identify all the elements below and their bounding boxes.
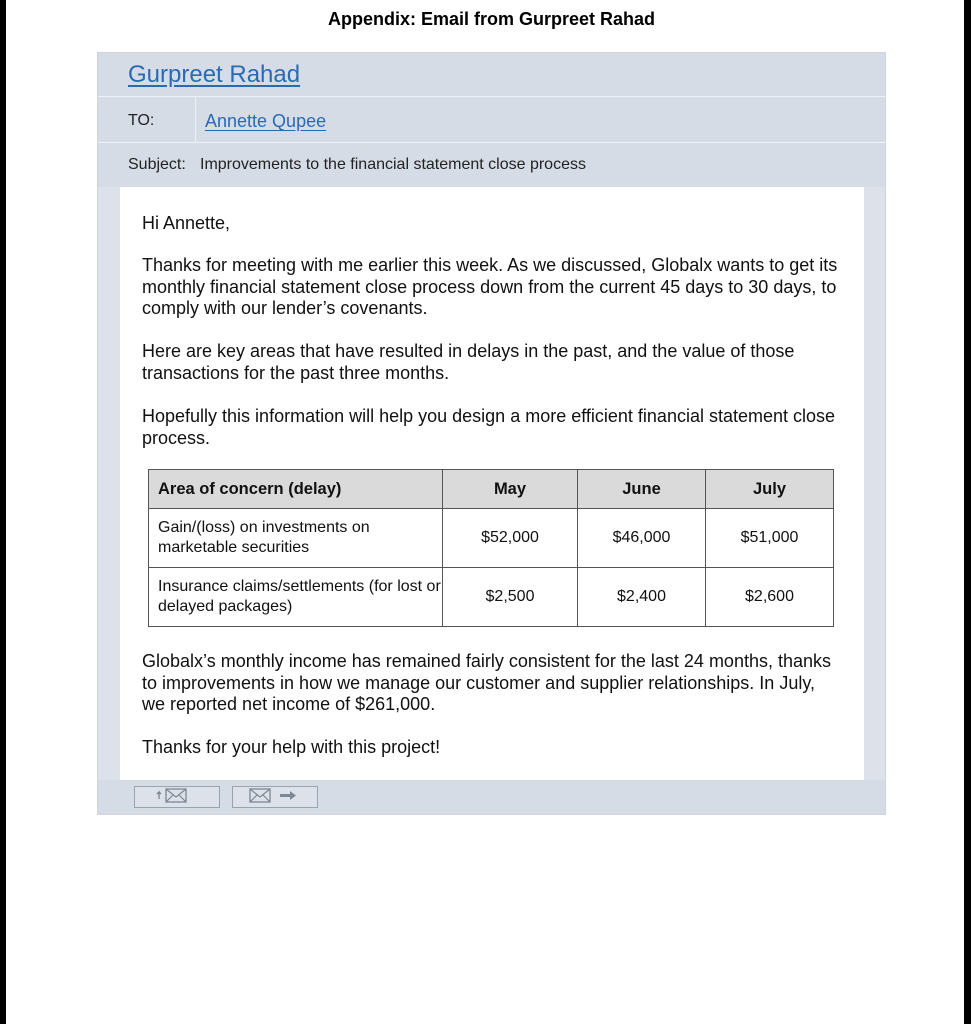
table-cell-value: $2,400	[578, 568, 706, 627]
recipient-link[interactable]: Annette Qupee	[205, 111, 327, 131]
column-header: May	[443, 470, 578, 509]
body-paragraph: Globalx’s monthly income has remained fairly consistent for the last 24 months, thanks to improvements in how we manage our customer and supplier relationships. In July, we reported net income of $261,000.	[142, 651, 832, 714]
body-paragraph: Thanks for meeting with me earlier this week. As we discussed, Globalx wants to get its monthly financial statement close process down from the current 45 days to 30 days, to comply with our lender’s covenants.	[142, 255, 838, 318]
body-paragraph: Here are key areas that have resulted in delays in the past, and the value of those transactions for the past three months.	[142, 341, 795, 383]
to-row	[98, 97, 885, 143]
reply-mail-icon	[155, 786, 199, 809]
body-paragraph: Hopefully this information will help you design a more efficient financial statement close process.	[142, 406, 836, 448]
subject-text: Improvements to the financial statement close process	[200, 156, 586, 173]
table-cell-value: $2,500	[443, 568, 578, 627]
table-cell-area: Gain/(loss) on investments on marketable securities	[149, 509, 443, 568]
greeting: Hi Annette,	[142, 213, 231, 233]
subject-label: Subject:	[128, 156, 186, 173]
email-window	[97, 52, 886, 815]
table-row	[149, 509, 834, 568]
forward-button[interactable]	[232, 786, 318, 808]
to-label: TO:	[128, 112, 155, 129]
table-cell-value: $46,000	[578, 509, 706, 568]
sender-row	[98, 53, 885, 97]
table-cell-value: $2,600	[706, 568, 834, 627]
closing-line: Thanks for your help with this project!	[142, 737, 441, 757]
column-header: Area of concern (delay)	[149, 470, 443, 509]
table-cell-value: $51,000	[706, 509, 834, 568]
concern-table	[148, 469, 834, 627]
table-cell-value: $52,000	[443, 509, 578, 568]
subject-row	[98, 143, 885, 187]
page-title: Appendix: Email from Gurpreet Rahad	[327, 9, 656, 29]
email-footer-bar	[98, 780, 885, 814]
table-row	[149, 568, 834, 627]
table-header-row	[149, 470, 834, 509]
table-cell-area: Insurance claims/settlements (for lost or delayed packages)	[149, 568, 443, 627]
email-body	[120, 187, 864, 780]
column-header: June	[578, 470, 706, 509]
to-divider	[195, 97, 196, 142]
document-page	[6, 0, 964, 1024]
forward-mail-icon	[244, 786, 306, 809]
sender-link[interactable]: Gurpreet Rahad	[128, 61, 301, 88]
column-header: July	[706, 470, 834, 509]
reply-button[interactable]	[134, 786, 220, 808]
